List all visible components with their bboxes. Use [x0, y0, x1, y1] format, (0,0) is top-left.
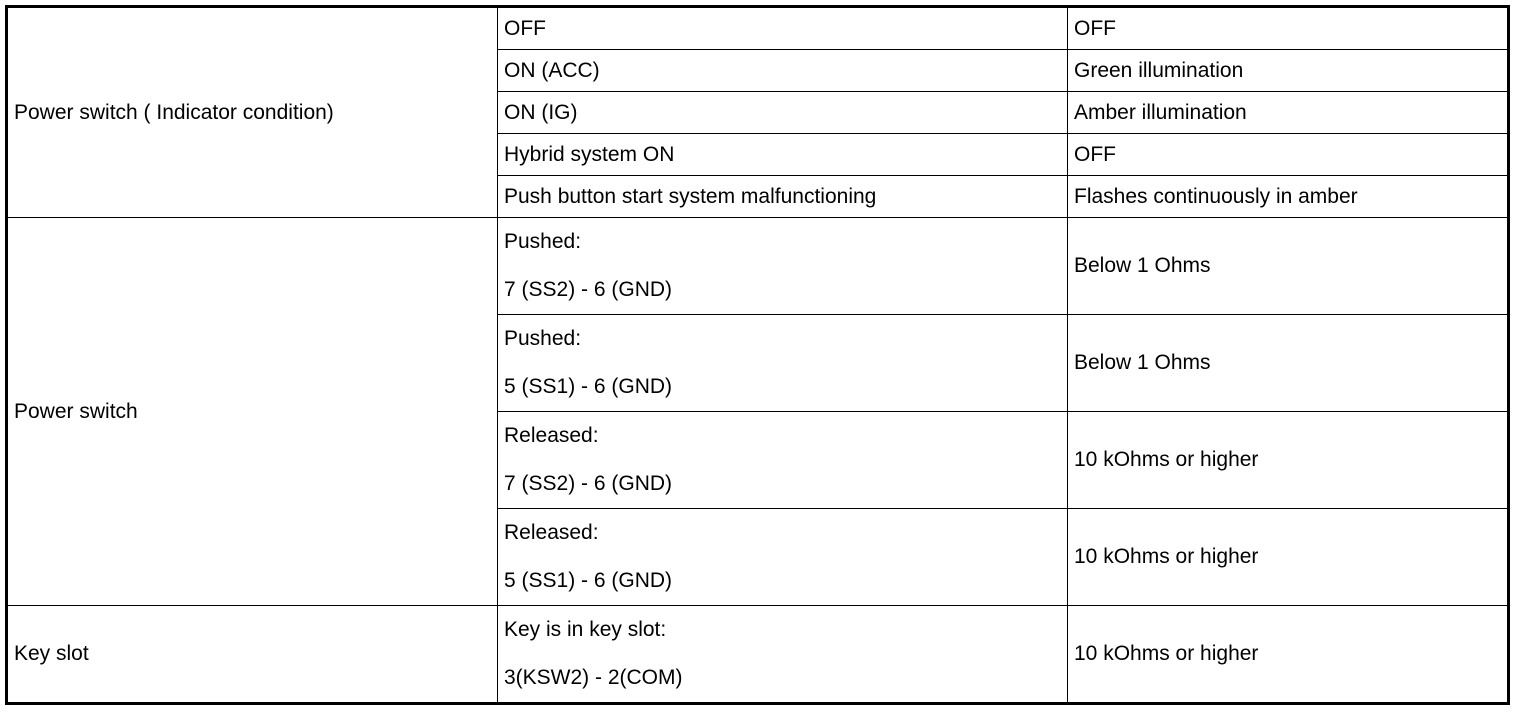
condition-cell — [498, 315, 1068, 412]
condition-cell: ON (IG) — [498, 92, 1068, 134]
condition-cell: OFF — [498, 7, 1068, 50]
condition-cell — [498, 509, 1068, 606]
spec-cell: Below 1 Ohms — [1068, 218, 1509, 315]
spec-cell: Green illumination — [1068, 50, 1509, 92]
condition-state: Released: — [504, 521, 599, 544]
spec-cell: OFF — [1068, 7, 1509, 50]
spec-cell: 10 kOhms or higher — [1068, 606, 1509, 704]
condition-state: Released: — [504, 424, 599, 447]
condition-cell — [498, 218, 1068, 315]
condition-cell — [498, 412, 1068, 509]
spec-cell: Amber illumination — [1068, 92, 1509, 134]
table-row — [7, 7, 1509, 50]
table-row — [7, 218, 1509, 315]
table-row — [7, 606, 1509, 704]
condition-terminals: 3(KSW2) - 2(COM) — [504, 666, 683, 689]
spec-cell: 10 kOhms or higher — [1068, 412, 1509, 509]
spec-cell: Flashes continuously in amber — [1068, 176, 1509, 218]
condition-terminals: 7 (SS2) - 6 (GND) — [504, 472, 673, 495]
spec-cell: Below 1 Ohms — [1068, 315, 1509, 412]
item-cell: Power switch ( Indicator condition) — [7, 7, 498, 218]
spec-cell: OFF — [1068, 134, 1509, 176]
item-cell: Key slot — [7, 606, 498, 704]
spec-cell: 10 kOhms or higher — [1068, 509, 1509, 606]
condition-state: Key is in key slot: — [504, 618, 667, 641]
condition-cell — [498, 606, 1068, 704]
condition-state: Pushed: — [504, 230, 582, 253]
item-cell: Power switch — [7, 218, 498, 606]
condition-terminals: 7 (SS2) - 6 (GND) — [504, 278, 673, 301]
specification-table — [5, 5, 1510, 705]
condition-terminals: 5 (SS1) - 6 (GND) — [504, 569, 673, 592]
condition-cell: Push button start system malfunctioning — [498, 176, 1068, 218]
condition-cell: Hybrid system ON — [498, 134, 1068, 176]
condition-terminals: 5 (SS1) - 6 (GND) — [504, 375, 673, 398]
condition-state: Pushed: — [504, 327, 582, 350]
condition-cell: ON (ACC) — [498, 50, 1068, 92]
